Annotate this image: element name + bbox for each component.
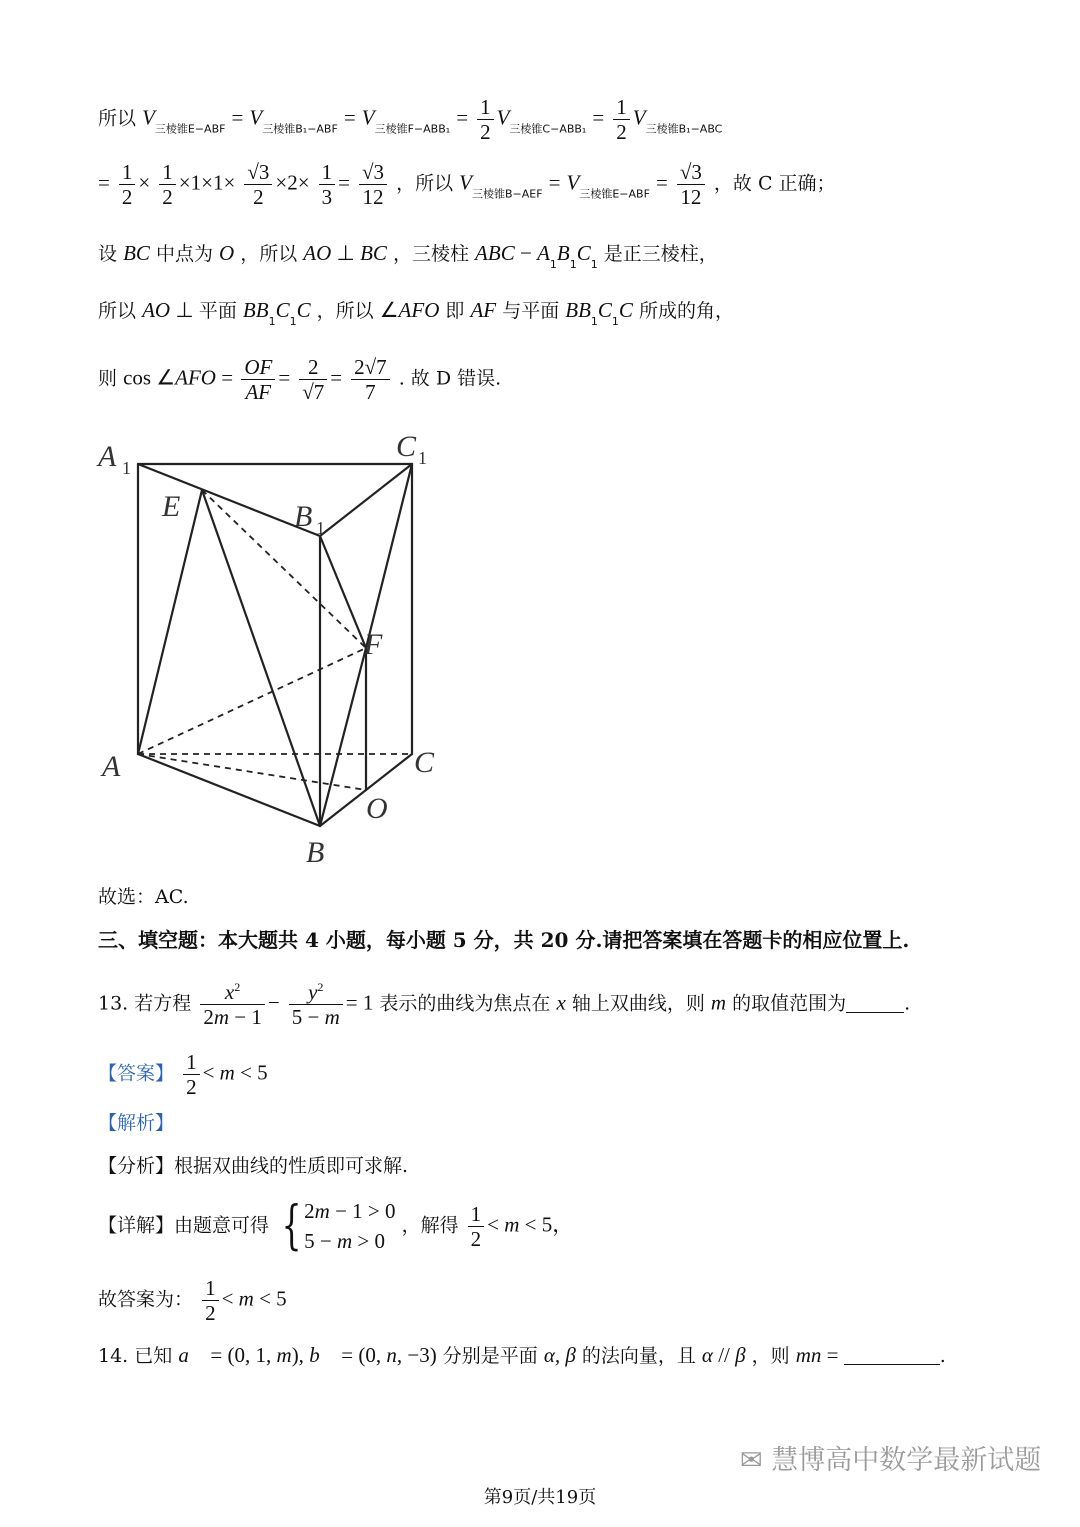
- label-C1-sub: 1: [418, 448, 427, 468]
- text: 轴上双曲线，则: [571, 992, 705, 1015]
- page-footer: 第9页/共19页: [483, 1487, 597, 1508]
- label-C: C: [414, 746, 435, 779]
- section-heading: 三、填空题：本大题共 4 小题，每小题 5 分，共 20 分.请把答案填在答题卡的相应位置上.: [98, 928, 910, 952]
- question-13: 13. 若方程 $\frac{x^2}{2m - 1}$ − $\frac{y^2}{5 - m}$ = 1 表示的曲线为焦点在 x 轴上双曲线，则 m 的取值范围为 .: [98, 980, 911, 1030]
- analysis-tag: [98, 1112, 174, 1135]
- label-A1: A: [98, 440, 117, 473]
- text: 的取值范围为: [732, 992, 847, 1015]
- label-B1-sub: 1: [316, 518, 325, 538]
- midpoint-line: 设 BC 中点为 O ，所以 AO ⊥ BC ，三棱柱 ABC − $A_1B_1C_1$ 是正三棱柱，: [98, 241, 718, 271]
- analysis-tag-text: 【解析】: [98, 1112, 175, 1134]
- answer-tag: 【答案】: [98, 1062, 175, 1085]
- label-A: A: [102, 750, 121, 783]
- volume-equation-line-1: 所以 $V_{三棱锥E-ABF} = V_{三棱锥B_1-ABF} = V_{三棱锥F-ABB_1}$ = $\frac{1}{2}$ $V_{三棱锥C-ABB_1}$ = $\frac{1}{2}$ $V_{三棱锥B_1-ABC}$: [98, 95, 723, 145]
- label-O: O: [366, 792, 388, 825]
- text: 则: [98, 367, 118, 390]
- label-F: F: [364, 628, 383, 661]
- fenxi-line: 【分析】根据双曲线的性质即可求解.: [98, 1155, 409, 1177]
- text: ，三棱柱: [392, 243, 469, 265]
- watermark-text: 慧博高中数学最新试题: [771, 1445, 1042, 1476]
- text: ，所以: [396, 172, 454, 195]
- text: 设: [98, 243, 118, 265]
- fraction-half: $\frac{1}{2}$: [477, 95, 494, 144]
- text: 表示的曲线为焦点在: [379, 992, 551, 1015]
- choice-result: 故选：AC.: [98, 886, 189, 908]
- label-A1-sub: 1: [122, 458, 131, 478]
- text: ，所以: [316, 300, 374, 322]
- label-B: B: [306, 836, 325, 869]
- label-B1: B: [294, 500, 313, 533]
- text: 是正三棱柱，: [603, 243, 718, 265]
- label-E: E: [162, 490, 181, 523]
- subscript: 三棱锥E−ABF: [154, 122, 226, 136]
- xiangjie-line: 【详解】由题意可得 { 2m − 1 > 0 5 − m > 0 ，解得 $\frac{1}{2}$ < m < 5，: [98, 1196, 574, 1257]
- text: ，解得: [401, 1214, 459, 1237]
- wechat-icon: ✉: [740, 1445, 763, 1476]
- subscript: 三棱锥B₁−ABF: [262, 122, 338, 136]
- text: 若方程: [134, 992, 192, 1015]
- answer-13: 【答案】 $\frac{1}{2}$ < m < 5: [98, 1050, 268, 1100]
- label-C1: C: [396, 430, 417, 463]
- text: 的法向量，且: [581, 1345, 696, 1367]
- question-14: 14. 已知 a⃗ = (0, 1, m), b⃗ = (0, n, −3) 分别是平面 α, β 的法向量，且 α // β ，则 mn = .: [98, 1343, 946, 1367]
- question-number: 14.: [98, 1345, 129, 1367]
- text: 分别是平面: [442, 1345, 538, 1367]
- volume-equation-line-2: = $\frac{1}{2}$ × $\frac{1}{2}$ ×1×1× $\frac{√3}{2}$ ×2× $\frac{1}{3}$ = $\frac{√3}{12}$ ，所以 $V_{三棱锥B-AEF} = V_{三棱锥E-ABF}$ = $\frac{√3}{12}$ ，故 C 正确；: [98, 160, 836, 210]
- subscript: 三棱锥B−AEF: [471, 187, 543, 201]
- text: 平面: [198, 300, 237, 322]
- cosine-line: 则 cos ∠AFO = $\frac{OF}{AF}$ = $\frac{2}{√7}$ = $\frac{2√7}{7}$ . 故 D 错误.: [98, 355, 502, 405]
- subscript: 三棱锥B₁−ABC: [645, 122, 723, 136]
- subscript: 三棱锥F−ABB₁: [374, 122, 451, 136]
- prism-figure: [90, 420, 460, 870]
- question-number: 13.: [98, 992, 129, 1015]
- text: . 故 D 错误.: [398, 367, 502, 390]
- text: ，故 C 正确；: [713, 172, 836, 195]
- text: 【详解】由题意可得: [98, 1214, 270, 1237]
- text: ，则: [751, 1345, 790, 1367]
- perpendicular-line: 所以 AO ⊥ 平面 $BB_1C_1C$ ，所以 ∠AFO 即 AF 与平面 $BB_1C_1C$ 所成的角，: [98, 298, 734, 328]
- answer-blank: [846, 996, 904, 1013]
- text: 故答案为：: [98, 1288, 194, 1311]
- text: 中点为: [155, 243, 213, 265]
- text: 已知: [134, 1345, 173, 1367]
- text: 所以: [98, 107, 137, 130]
- final-answer-line: 故答案为： $\frac{1}{2}$ < m < 5: [98, 1276, 287, 1326]
- subscript: 三棱锥E−ABF: [579, 187, 650, 201]
- text: 与平面: [502, 300, 560, 322]
- fraction-half: $\frac{1}{2}$: [613, 95, 630, 144]
- text: 即: [445, 300, 465, 322]
- text: 所成的角，: [638, 300, 734, 322]
- text: ，所以: [240, 243, 298, 265]
- answer-blank: [844, 1348, 940, 1365]
- text: 所以: [98, 300, 137, 322]
- subscript: 三棱锥C−ABB₁: [509, 122, 587, 136]
